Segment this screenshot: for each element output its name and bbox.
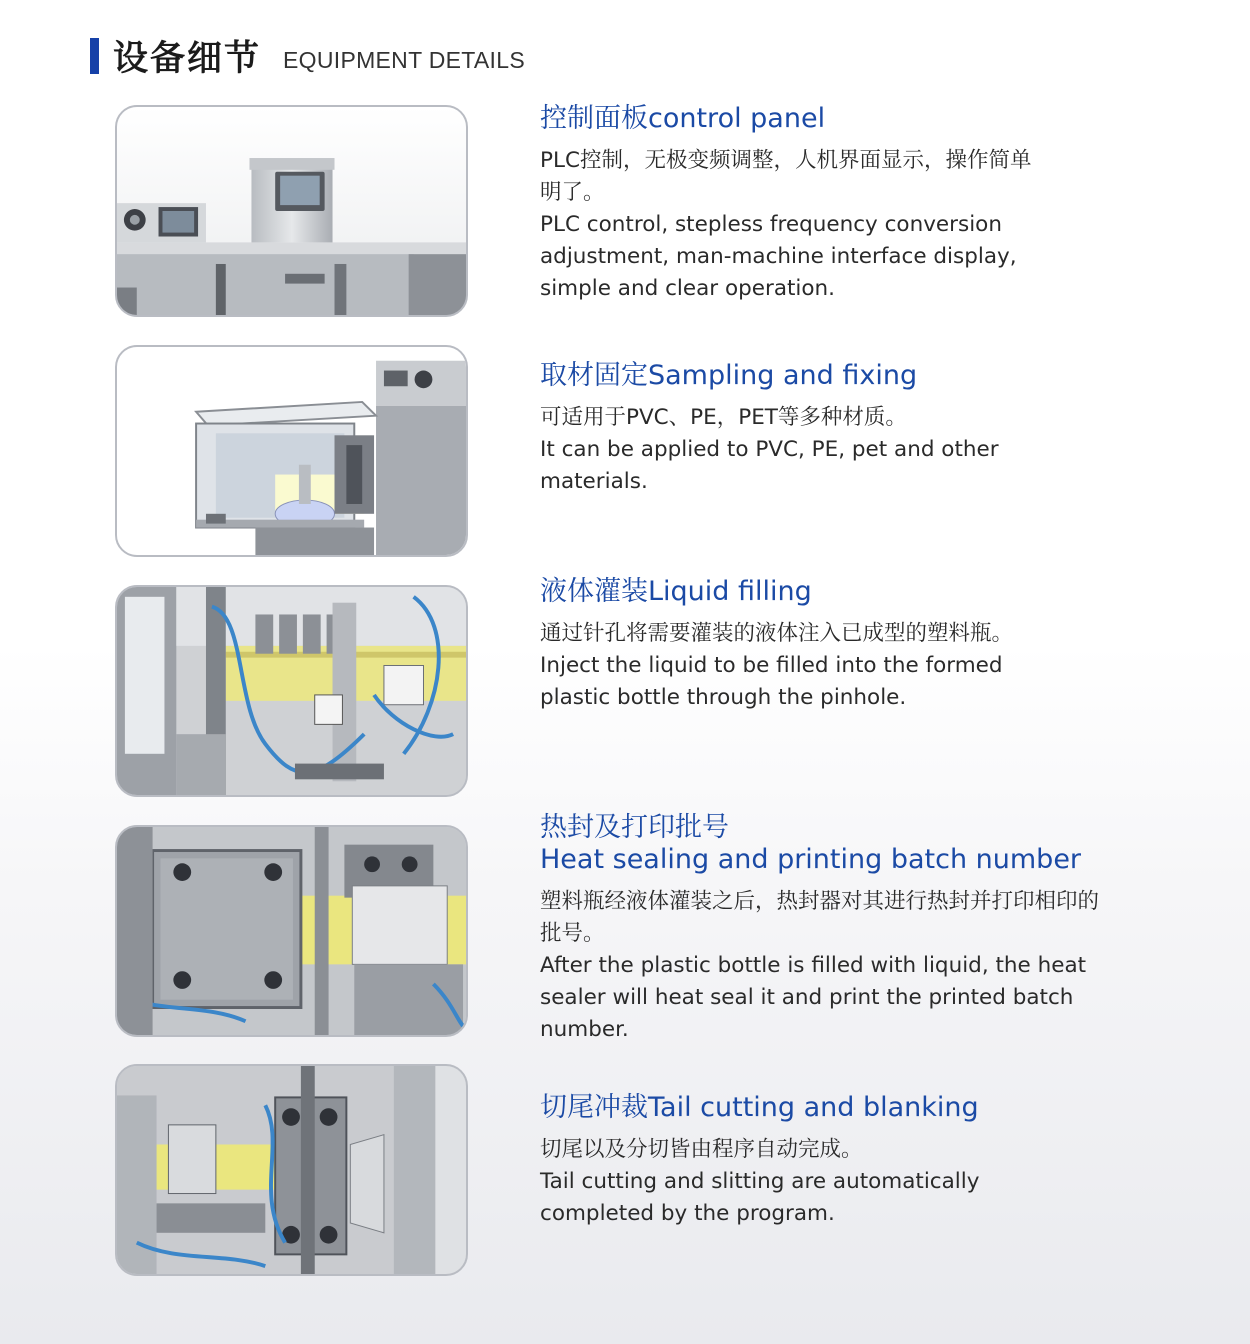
item-desc-en: PLC control, stepless frequency conversion adjustment, man-machine interface display, simple and clear operation. [540, 212, 1017, 301]
control-panel-text [540, 103, 1120, 305]
section-title-en: EQUIPMENT DETAILS [283, 46, 525, 73]
tail-cutting-text [540, 1092, 1120, 1230]
item-desc-en: After the plastic bottle is filled with liquid, the heat sealer will heat seal it and print the printed batch number. [540, 953, 1087, 1042]
header-accent-bar [90, 38, 99, 74]
sampling-fixing-text [540, 360, 1120, 498]
heat-sealing-photo [115, 825, 468, 1037]
item-title: 切尾冲裁Tail cutting and blanking [540, 1092, 979, 1123]
liquid-filling-photo [115, 585, 468, 797]
item-title-cn: 热封及打印批号 [540, 812, 729, 843]
liquid-filling-text [540, 576, 1120, 714]
item-desc-en: It can be applied to PVC, PE, pet and other materials. [540, 437, 999, 494]
heat-sealing-text [540, 812, 1120, 1046]
item-desc-en: Inject the liquid to be filled into the formed plastic bottle through the pinhole. [540, 653, 1003, 710]
item-title: 控制面板control panel [540, 103, 826, 134]
item-desc-cn: 通过针孔将需要灌装的液体注入已成型的塑料瓶。 [540, 621, 1014, 646]
control-panel-photo [115, 105, 468, 317]
item-desc-cn: 切尾以及分切皆由程序自动完成。 [540, 1137, 863, 1162]
section-title-cn: 设备细节 [113, 39, 262, 79]
item-title: 液体灌装Liquid filling [540, 576, 812, 607]
section-header [90, 34, 525, 78]
sampling-fixing-photo [115, 345, 468, 557]
item-desc-cn: 塑料瓶经液体灌装之后，热封器对其进行热封并打印相印的批号。 [540, 889, 1100, 946]
item-desc-en: Tail cutting and slitting are automatically completed by the program. [540, 1169, 980, 1226]
tail-cutting-photo [115, 1064, 468, 1276]
item-title [540, 812, 1120, 876]
item-desc-cn: 可适用于PVC、PE，PET等多种材质。 [540, 405, 907, 430]
item-desc-cn: PLC控制，无极变频调整，人机界面显示，操作简单明了。 [540, 148, 1032, 205]
item-title: 取材固定Sampling and fixing [540, 360, 918, 391]
item-title-en: Heat sealing and printing batch number [540, 844, 1082, 875]
